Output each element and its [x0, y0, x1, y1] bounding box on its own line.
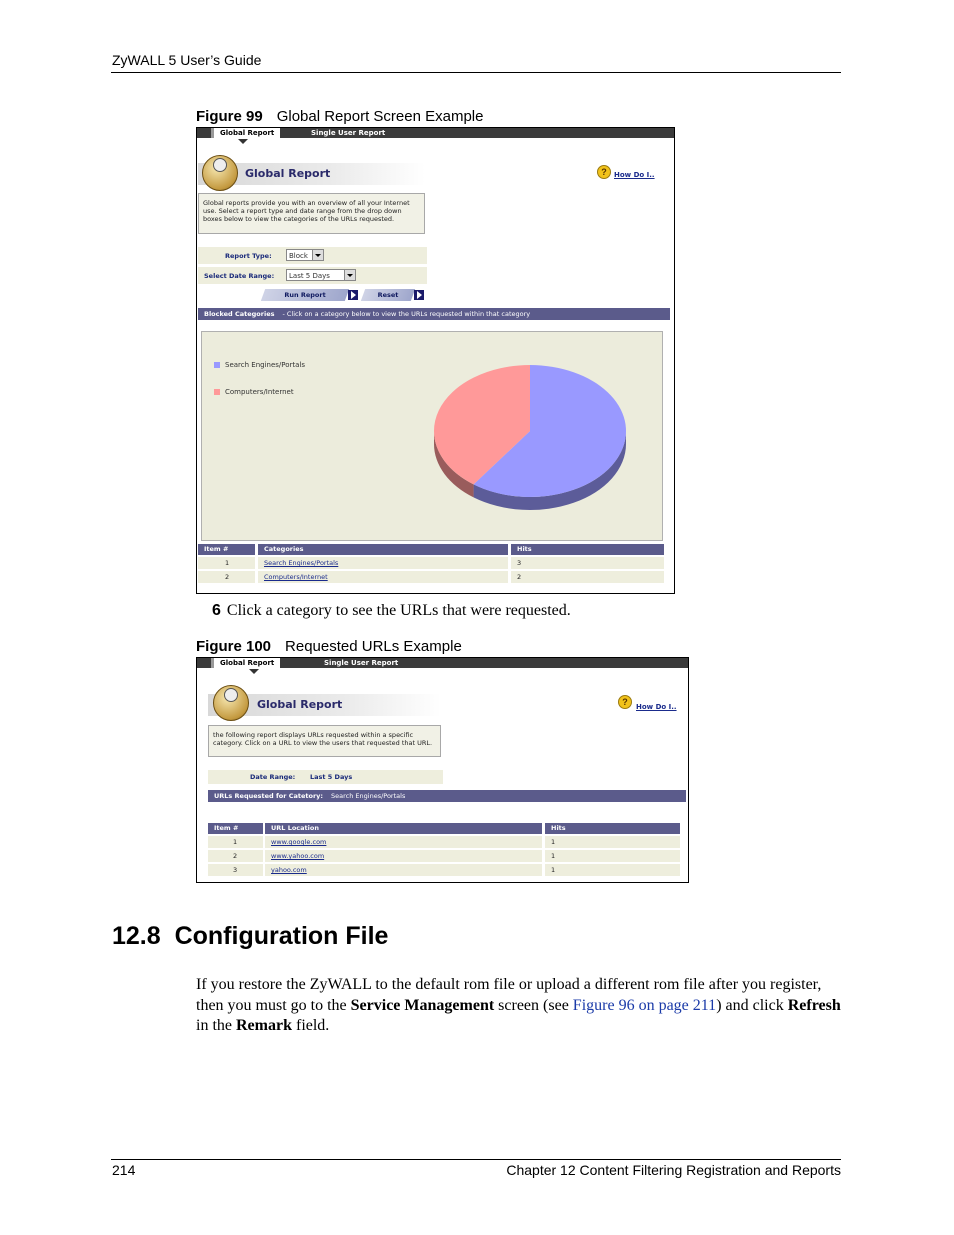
section-heading	[112, 922, 388, 951]
refresh-term: Refresh	[787, 996, 841, 1014]
report-description: Global reports provide you with an overview of all your Internet use. Select a report type and date range from the drop down boxes below to view the categories of the URLs requested.	[198, 193, 425, 234]
table-header-categories: Categories	[258, 544, 508, 555]
global-report-logo-icon	[213, 685, 249, 721]
table-header-item: Item #	[208, 823, 263, 834]
figure-99-caption	[196, 108, 483, 125]
step-number: 6	[212, 602, 221, 619]
legend-label-1: Search Engines/Portals	[225, 361, 306, 369]
figure-100-screenshot	[196, 657, 689, 883]
run-report-button[interactable]: Run Report	[261, 289, 349, 301]
tab-single-user-report[interactable]: Single User Report	[324, 659, 399, 667]
table-row-3-item: 3	[208, 864, 263, 876]
figure-100-caption	[196, 638, 462, 655]
figure-99-title: Global Report Screen Example	[276, 108, 484, 125]
date-range-select[interactable]	[286, 269, 356, 281]
footer-rule	[111, 1159, 841, 1160]
para-text-2: screen (see	[494, 996, 573, 1014]
how-do-i-link[interactable]: How Do I..	[636, 703, 677, 711]
chapter-title: Chapter 12 Content Filtering Registration and Reports	[506, 1162, 841, 1178]
report-type-select[interactable]	[286, 249, 324, 261]
url-link-1[interactable]: www.google.com	[265, 836, 542, 848]
date-range-value: Last 5 Days	[310, 773, 353, 781]
legend-label-2: Computers/Internet	[225, 388, 294, 396]
table-row-1-item: 1	[208, 836, 263, 848]
tab-single-user-report[interactable]: Single User Report	[311, 129, 386, 137]
table-row-1-hits: 3	[511, 557, 664, 569]
tab-global-report[interactable]: Global Report	[211, 658, 280, 668]
pie-chart	[202, 332, 662, 540]
page-heading: Global Report	[257, 698, 343, 711]
tab-global-report[interactable]: Global Report	[211, 128, 280, 138]
active-tab-arrow-icon	[249, 669, 259, 674]
date-range-row	[198, 267, 427, 284]
section-number: 12.8	[112, 922, 161, 950]
global-report-logo-icon	[202, 155, 238, 191]
remark-term: Remark	[236, 1017, 292, 1034]
table-row-2-item: 2	[198, 571, 255, 583]
service-management-term: Service Management	[350, 996, 495, 1014]
blocked-categories-bar	[198, 308, 670, 320]
figure-96-link[interactable]: Figure 96 on page 211	[572, 996, 717, 1014]
url-link-3[interactable]: yahoo.com	[265, 864, 542, 876]
report-description: the following report displays URLs requested within a specific category. Click on a URL to view the users that requested that URL.	[208, 725, 441, 757]
category-link-2[interactable]: Computers/Internet	[258, 571, 508, 583]
tab-bar	[197, 658, 688, 668]
date-range-row	[208, 770, 443, 784]
blocked-categories-hint: - Click on a category below to view the URLs requested within that category	[282, 310, 531, 318]
report-type-value: Block	[289, 252, 308, 260]
table-row-2-hits: 2	[511, 571, 664, 583]
table-row-1-item: 1	[198, 557, 255, 569]
figure-100-label: Figure 100	[196, 638, 272, 655]
table-row-1-hits: 1	[545, 836, 680, 848]
page-number: 214	[112, 1162, 136, 1178]
step-6	[212, 602, 571, 620]
date-range-label: Date Range:	[250, 773, 296, 781]
figure-99-screenshot	[196, 127, 675, 594]
section-title: Configuration File	[174, 922, 389, 950]
step-text: Click a category to see the URLs that were requested.	[226, 602, 571, 619]
header-rule	[111, 72, 841, 73]
tab-bar	[197, 128, 674, 138]
urls-requested-title: URLs Requested for Catetory:	[214, 792, 324, 800]
urls-requested-category: Search Engines/Portals	[331, 792, 406, 800]
active-tab-arrow-icon	[238, 139, 248, 144]
reset-button[interactable]: Reset	[361, 289, 415, 301]
help-icon[interactable]: ?	[618, 695, 632, 709]
category-link-1[interactable]: Search Engines/Portals	[258, 557, 508, 569]
page-heading: Global Report	[245, 167, 331, 180]
run-report-arrow-icon[interactable]	[348, 290, 358, 300]
para-text-4: in the	[196, 1017, 236, 1034]
report-type-row	[198, 247, 427, 264]
reset-arrow-icon[interactable]	[414, 290, 424, 300]
para-text-1: If you restore the ZyWALL to the default rom file or upload a different rom file after you register, then you must go to the	[196, 976, 822, 1014]
table-header-hits: Hits	[511, 544, 664, 555]
chart-area	[201, 331, 663, 541]
figure-100-title: Requested URLs Example	[285, 638, 462, 655]
help-icon[interactable]: ?	[597, 165, 611, 179]
how-do-i-link[interactable]: How Do I..	[614, 171, 655, 179]
table-header-url-location: URL Location	[265, 823, 542, 834]
url-link-2[interactable]: www.yahoo.com	[265, 850, 542, 862]
chevron-down-icon	[344, 270, 355, 280]
blocked-categories-title: Blocked Categories	[204, 310, 275, 318]
table-row-2-item: 2	[208, 850, 263, 862]
urls-requested-bar	[208, 790, 686, 802]
para-text-5: field.	[291, 1017, 330, 1034]
table-header-item: Item #	[198, 544, 255, 555]
body-paragraph	[196, 975, 846, 1037]
chevron-down-icon	[312, 250, 323, 260]
date-range-label: Select Date Range:	[204, 272, 275, 280]
date-range-value: Last 5 Days	[289, 272, 330, 280]
para-text-3: ) and click	[716, 996, 788, 1014]
table-row-2-hits: 1	[545, 850, 680, 862]
table-row-3-hits: 1	[545, 864, 680, 876]
page-header: ZyWALL 5 User’s Guide	[112, 52, 262, 68]
report-type-label: Report Type:	[225, 252, 272, 260]
table-header-hits: Hits	[545, 823, 680, 834]
figure-99-label: Figure 99	[196, 108, 263, 125]
